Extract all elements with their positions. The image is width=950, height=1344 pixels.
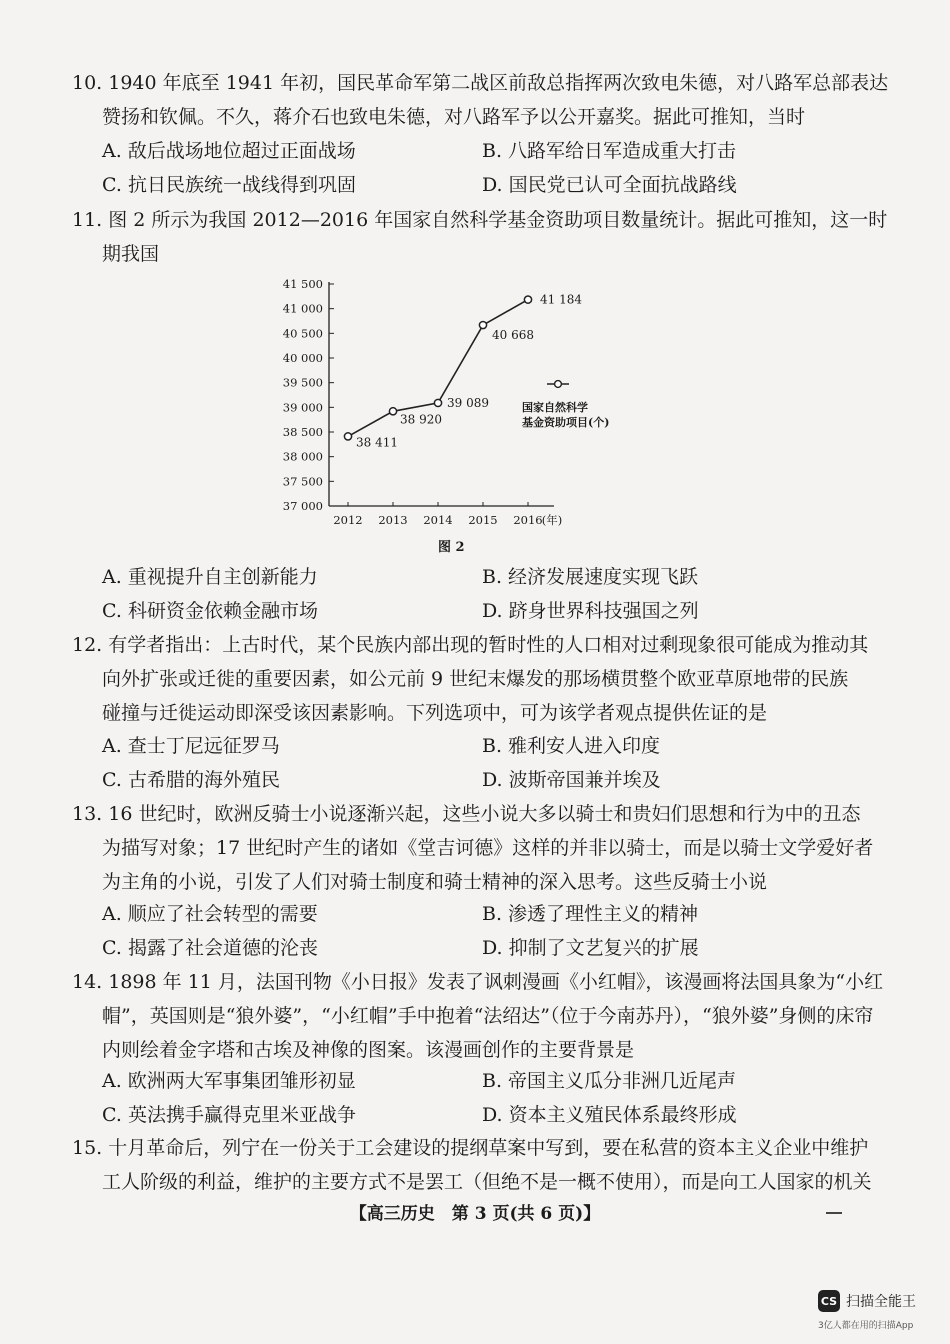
x-axis-unit: (年) <box>541 513 563 527</box>
question-12 <box>72 628 869 730</box>
option-c: C. 古希腊的海外殖民 <box>102 769 280 791</box>
question-14-options <box>102 1064 862 1132</box>
legend-label-line2: 基金资助项目(个) <box>522 416 610 429</box>
legend-marker <box>555 381 562 388</box>
data-label: 38 920 <box>400 412 442 427</box>
figure-2-chart <box>92 270 822 528</box>
data-label: 39 089 <box>447 395 489 410</box>
question-12-options <box>102 729 862 797</box>
question-14 <box>72 965 884 1067</box>
question-11 <box>72 203 888 271</box>
question-text-line: 赞扬和钦佩。不久，蒋介石也致电朱德，对八路军予以公开嘉奖。据此可推知，当时 <box>102 106 806 128</box>
question-text-line: 14. 1898 年 11 月，法国刊物《小日报》发表了讽刺漫画《小红帽》，该漫画将法国具象为“小红 <box>72 971 884 993</box>
page-footer: 【高三历史 第 3 页(共 6 页)】 <box>349 1204 601 1224</box>
y-tick-label: 41 000 <box>282 301 323 316</box>
scanner-tagline: 3亿人都在用的扫描App <box>818 1321 914 1331</box>
x-tick-label: 2012 <box>333 513 363 527</box>
question-11-options <box>102 560 862 628</box>
option-d: D. 抑制了文艺复兴的扩展 <box>482 937 699 959</box>
option-c: C. 揭露了社会道德的沦丧 <box>102 937 318 959</box>
question-text-line: 期我国 <box>102 243 160 265</box>
data-label: 38 411 <box>356 435 398 450</box>
option-d: D. 波斯帝国兼并埃及 <box>482 769 661 791</box>
question-text-line: 12. 有学者指出：上古时代，某个民族内部出现的暂时性的人口相对过剩现象很可能成为推动其 <box>72 634 869 656</box>
option-d: D. 跻身世界科技强国之列 <box>482 600 699 622</box>
question-text-line: 帽”，英国则是“狼外婆”，“小红帽”手中抱着“法绍达”（位于今南苏丹），“狼外婆”身侧的床帘 <box>102 1005 874 1027</box>
option-a: A. 顺应了社会转型的需要 <box>102 903 318 925</box>
legend-label-line1: 国家自然科学 <box>522 401 588 414</box>
question-text-line: 工人阶级的利益，维护的主要方式不是罢工（但绝不是一概不使用），而是向工人国家的机关 <box>102 1171 872 1193</box>
data-point-marker <box>389 408 396 415</box>
option-a: A. 查士丁尼远征罗马 <box>102 735 280 757</box>
question-15 <box>72 1131 872 1199</box>
option-b: B. 八路军给日军造成重大打击 <box>482 140 737 162</box>
question-10-options <box>102 134 862 202</box>
option-b: B. 雅利安人进入印度 <box>482 735 661 757</box>
option-a: A. 重视提升自主创新能力 <box>102 566 318 588</box>
question-text-line: 内则绘着金字塔和古埃及神像的图案。该漫画创作的主要背景是 <box>102 1039 635 1061</box>
question-text-line: 15. 十月革命后，列宁在一份关于工会建设的提纲草案中写到，要在私营的资本主义企业中维护 <box>72 1137 869 1159</box>
option-c: C. 英法携手赢得克里米亚战争 <box>102 1104 356 1126</box>
y-tick-label: 38 000 <box>282 449 323 464</box>
data-label: 40 668 <box>492 328 534 343</box>
data-point-marker <box>434 399 441 406</box>
camscanner-logo-icon: CS <box>818 1290 840 1312</box>
option-b: B. 渗透了理性主义的精神 <box>482 903 699 925</box>
line-chart-svg <box>92 270 822 528</box>
question-text-line: 13. 16 世纪时，欧洲反骑士小说逐渐兴起，这些小说大多以骑士和贵妇们思想和行为中的丑态 <box>72 803 861 825</box>
y-tick-label: 37 000 <box>282 499 323 513</box>
option-c: C. 抗日民族统一战线得到巩固 <box>102 174 356 196</box>
y-tick-label: 39 500 <box>282 375 323 390</box>
option-d: D. 资本主义殖民体系最终形成 <box>482 1104 737 1126</box>
question-text-line: 11. 图 2 所示为我国 2012—2016 年国家自然科学基金资助项目数量统计。据此可推知，这一时 <box>72 209 888 231</box>
y-tick-label: 39 000 <box>282 400 323 415</box>
data-point-marker <box>524 296 531 303</box>
option-a: A. 欧洲两大军事集团雏形初显 <box>102 1070 356 1092</box>
x-tick-label: 2016 <box>513 513 543 527</box>
y-tick-label: 37 500 <box>282 474 323 489</box>
scanner-brand: 扫描全能王 <box>846 1294 916 1310</box>
question-text-line: 为描写对象；17 世纪时产生的诸如《堂吉诃德》这样的并非以骑士，而是以骑士文学爱好者 <box>102 837 874 859</box>
data-label: 41 184 <box>540 292 582 307</box>
data-point-marker <box>479 321 486 328</box>
option-a: A. 敌后战场地位超过正面战场 <box>102 140 356 162</box>
scanner-watermark <box>818 1290 916 1312</box>
option-b: B. 帝国主义瓜分非洲几近尾声 <box>482 1070 737 1092</box>
x-tick-label: 2013 <box>378 513 408 527</box>
option-d: D. 国民党已认可全面抗战路线 <box>482 174 737 196</box>
question-text-line: 碰撞与迁徙运动即深受该因素影响。下列选项中，可为该学者观点提供佐证的是 <box>102 702 768 724</box>
y-tick-label: 40 500 <box>282 326 323 341</box>
x-tick-label: 2015 <box>468 513 498 527</box>
question-13 <box>72 797 874 899</box>
question-10 <box>72 66 889 134</box>
data-point-marker <box>344 433 351 440</box>
question-text-line: 向外扩张或迁徙的重要因素，如公元前 9 世纪末爆发的那场横贯整个欧亚草原地带的民族 <box>102 668 849 690</box>
option-c: C. 科研资金依赖金融市场 <box>102 600 318 622</box>
question-text-line: 10. 1940 年底至 1941 年初，国民革命军第二战区前敌总指挥两次致电朱德，对八路军总部表达 <box>72 72 889 94</box>
y-tick-label: 38 500 <box>282 425 323 439</box>
y-tick-label: 40 000 <box>282 351 323 365</box>
y-tick-label: 41 500 <box>282 277 323 291</box>
figure-caption: 图 2 <box>438 540 465 555</box>
question-13-options <box>102 897 862 965</box>
footer-mark <box>826 1212 842 1214</box>
x-tick-label: 2014 <box>423 513 453 527</box>
option-b: B. 经济发展速度实现飞跃 <box>482 566 699 588</box>
question-text-line: 为主角的小说，引发了人们对骑士制度和骑士精神的深入思考。这些反骑士小说 <box>102 871 768 893</box>
